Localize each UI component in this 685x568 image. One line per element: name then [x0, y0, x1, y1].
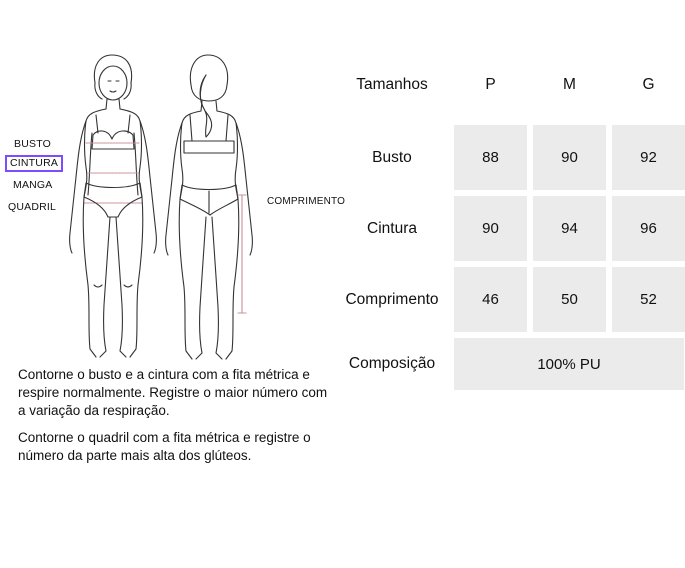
- cell-comprimento-p: 46: [454, 267, 527, 332]
- cell-busto-p: 88: [454, 125, 527, 190]
- label-cintura-highlighted[interactable]: CINTURA: [5, 155, 63, 172]
- header-size-g: G: [642, 76, 655, 93]
- header-size-p: P: [485, 76, 496, 93]
- label-quadril: QUADRIL: [8, 201, 57, 213]
- measurement-instructions: [18, 366, 328, 474]
- body-measurement-figure: [0, 45, 360, 365]
- header-size-m: M: [563, 76, 576, 93]
- row-label-busto: Busto: [372, 148, 412, 166]
- row-label-composicao: Composição: [348, 355, 436, 372]
- cell-comprimento-g: 52: [612, 267, 685, 332]
- header-tamanhos: Tamanhos: [356, 76, 428, 93]
- front-figure: [70, 55, 157, 357]
- instruction-hip: Contorne o quadril com a fita métrica e registre o número da parte mais alta dos glúteos.: [18, 430, 311, 463]
- cell-cintura-p: 90: [454, 196, 527, 261]
- cell-busto-m: 90: [533, 125, 606, 190]
- row-label-comprimento: Comprimento: [345, 290, 439, 308]
- cell-busto-g: 92: [612, 125, 685, 190]
- instruction-bust-waist: Contorne o busto e a cintura com a fita métrica e respire normalmente. Registre o maior número com a variação da respiração.: [18, 367, 328, 418]
- label-comprimento: COMPRIMENTO: [267, 196, 346, 207]
- label-busto: BUSTO: [14, 138, 51, 150]
- cell-composicao: 100% PU: [454, 338, 684, 390]
- label-manga: MANGA: [13, 179, 53, 191]
- cell-comprimento-m: 50: [533, 267, 606, 332]
- cell-cintura-m: 94: [533, 196, 606, 261]
- cell-cintura-g: 96: [612, 196, 685, 261]
- row-label-cintura: Cintura: [367, 219, 417, 237]
- back-figure: [166, 55, 253, 359]
